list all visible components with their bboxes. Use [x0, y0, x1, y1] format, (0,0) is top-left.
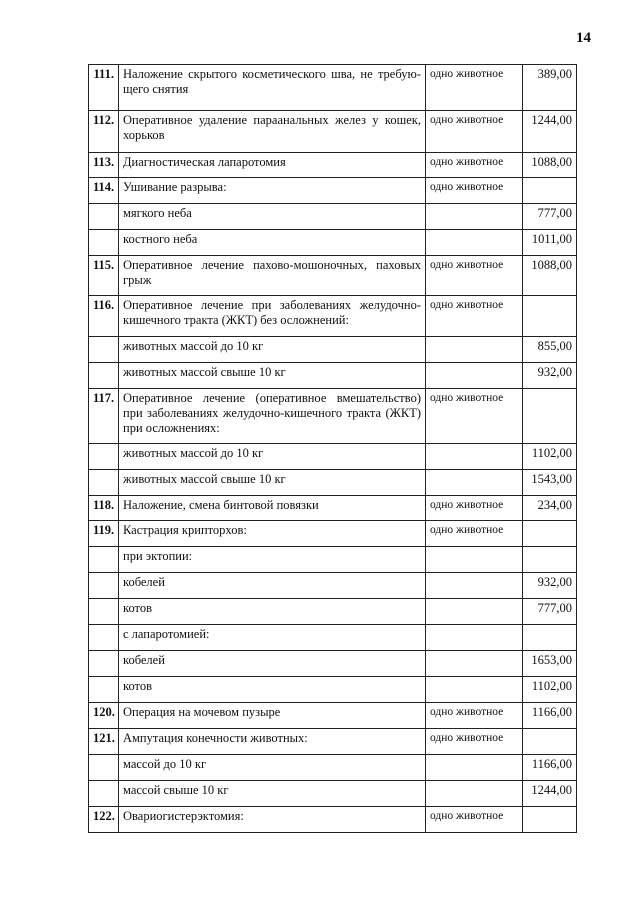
- service-name: котов: [119, 677, 426, 703]
- service-price: 1543,00: [523, 470, 577, 496]
- page-number: 14: [576, 30, 591, 46]
- item-number: 118.: [89, 496, 119, 521]
- table-row: [89, 296, 577, 337]
- service-price: 1244,00: [523, 781, 577, 807]
- unit-of-measure: [426, 337, 523, 363]
- service-name: животных массой до 10 кг: [119, 444, 426, 470]
- service-name: Оперативное лечение (оперативное вмешательство) при заболеваниях желудочно-кишечного тракта (ЖКТ) при осложнениях:: [119, 389, 426, 444]
- item-number: [89, 470, 119, 496]
- service-price: 1088,00: [523, 256, 577, 296]
- item-number: [89, 444, 119, 470]
- unit-of-measure: одно животное: [426, 296, 523, 337]
- service-name: котов: [119, 599, 426, 625]
- service-name: Ампутация конечности животных:: [119, 729, 426, 755]
- table-row: [89, 65, 577, 111]
- table-row: [89, 755, 577, 781]
- item-number: [89, 547, 119, 573]
- unit-of-measure: одно животное: [426, 703, 523, 729]
- table-row: [89, 651, 577, 677]
- table-row: [89, 521, 577, 547]
- service-price: 777,00: [523, 204, 577, 230]
- service-name: животных массой до 10 кг: [119, 337, 426, 363]
- item-number: 111.: [89, 65, 119, 111]
- unit-of-measure: одно животное: [426, 153, 523, 178]
- service-price: [523, 547, 577, 573]
- unit-of-measure: [426, 230, 523, 256]
- unit-of-measure: [426, 470, 523, 496]
- service-name: Овариогистерэктомия:: [119, 807, 426, 833]
- table-row: [89, 363, 577, 389]
- table-row: [89, 230, 577, 256]
- unit-of-measure: [426, 444, 523, 470]
- table-row: [89, 599, 577, 625]
- service-price: 1102,00: [523, 444, 577, 470]
- unit-of-measure: [426, 677, 523, 703]
- item-number: 120.: [89, 703, 119, 729]
- table-row: [89, 256, 577, 296]
- unit-of-measure: одно животное: [426, 496, 523, 521]
- service-price: 1166,00: [523, 703, 577, 729]
- unit-of-measure: одно животное: [426, 256, 523, 296]
- service-name: животных массой свыше 10 кг: [119, 470, 426, 496]
- table-row: [89, 444, 577, 470]
- service-name: Наложение, смена бинтовой повязки: [119, 496, 426, 521]
- service-price: 1653,00: [523, 651, 577, 677]
- service-name: Кастрация крипторхов:: [119, 521, 426, 547]
- item-number: [89, 677, 119, 703]
- service-name: кобелей: [119, 651, 426, 677]
- service-price: [523, 178, 577, 204]
- item-number: [89, 781, 119, 807]
- service-name: Оперативное лечение пахово-мошоночных, паховых грыж: [119, 256, 426, 296]
- service-name: мягкого неба: [119, 204, 426, 230]
- unit-of-measure: [426, 573, 523, 599]
- unit-of-measure: [426, 204, 523, 230]
- table-row: [89, 178, 577, 204]
- unit-of-measure: одно животное: [426, 521, 523, 547]
- item-number: 114.: [89, 178, 119, 204]
- service-price: 1244,00: [523, 111, 577, 153]
- unit-of-measure: одно животное: [426, 729, 523, 755]
- service-price: 1088,00: [523, 153, 577, 178]
- service-price: [523, 296, 577, 337]
- table-row: [89, 337, 577, 363]
- service-price: 777,00: [523, 599, 577, 625]
- table-row: [89, 625, 577, 651]
- service-price: 389,00: [523, 65, 577, 111]
- table-row: [89, 781, 577, 807]
- table-row: [89, 153, 577, 178]
- service-price: 234,00: [523, 496, 577, 521]
- unit-of-measure: одно животное: [426, 65, 523, 111]
- service-price: [523, 729, 577, 755]
- service-name: Операция на мочевом пузыре: [119, 703, 426, 729]
- table-row: [89, 496, 577, 521]
- service-name: массой свыше 10 кг: [119, 781, 426, 807]
- service-price: 855,00: [523, 337, 577, 363]
- unit-of-measure: [426, 599, 523, 625]
- service-name: Наложение скрытого косметического шва, не требую-щего снятия: [119, 65, 426, 111]
- item-number: 116.: [89, 296, 119, 337]
- item-number: 117.: [89, 389, 119, 444]
- table-row: [89, 204, 577, 230]
- table-row: [89, 547, 577, 573]
- service-price: [523, 807, 577, 833]
- unit-of-measure: одно животное: [426, 389, 523, 444]
- unit-of-measure: [426, 363, 523, 389]
- price-list-table: [88, 64, 577, 833]
- item-number: [89, 599, 119, 625]
- item-number: 119.: [89, 521, 119, 547]
- service-price: 1102,00: [523, 677, 577, 703]
- service-name: Диагностическая лапаротомия: [119, 153, 426, 178]
- table-row: [89, 111, 577, 153]
- table-row: [89, 389, 577, 444]
- table-row: [89, 729, 577, 755]
- item-number: [89, 755, 119, 781]
- unit-of-measure: [426, 625, 523, 651]
- service-price: [523, 521, 577, 547]
- item-number: 113.: [89, 153, 119, 178]
- unit-of-measure: [426, 755, 523, 781]
- service-name: Оперативное лечение при заболеваниях желудочно-кишечного тракта (ЖКТ) без осложнений:: [119, 296, 426, 337]
- unit-of-measure: одно животное: [426, 111, 523, 153]
- item-number: [89, 204, 119, 230]
- service-price: 932,00: [523, 573, 577, 599]
- service-price: 1011,00: [523, 230, 577, 256]
- service-name: животных массой свыше 10 кг: [119, 363, 426, 389]
- service-name: массой до 10 кг: [119, 755, 426, 781]
- service-name: с лапаротомией:: [119, 625, 426, 651]
- table-row: [89, 677, 577, 703]
- item-number: [89, 625, 119, 651]
- unit-of-measure: одно животное: [426, 807, 523, 833]
- service-price: [523, 625, 577, 651]
- table-row: [89, 703, 577, 729]
- item-number: 121.: [89, 729, 119, 755]
- item-number: [89, 363, 119, 389]
- service-name: костного неба: [119, 230, 426, 256]
- item-number: [89, 573, 119, 599]
- service-price: 932,00: [523, 363, 577, 389]
- unit-of-measure: [426, 651, 523, 677]
- item-number: [89, 651, 119, 677]
- item-number: 112.: [89, 111, 119, 153]
- table-row: [89, 470, 577, 496]
- unit-of-measure: [426, 781, 523, 807]
- item-number: 122.: [89, 807, 119, 833]
- item-number: [89, 337, 119, 363]
- service-price: 1166,00: [523, 755, 577, 781]
- item-number: [89, 230, 119, 256]
- item-number: 115.: [89, 256, 119, 296]
- unit-of-measure: [426, 547, 523, 573]
- service-price: [523, 389, 577, 444]
- service-name: Ушивание разрыва:: [119, 178, 426, 204]
- service-name: кобелей: [119, 573, 426, 599]
- service-name: Оперативное удаление параанальных желез у кошек, хорьков: [119, 111, 426, 153]
- unit-of-measure: одно животное: [426, 178, 523, 204]
- service-name: при эктопии:: [119, 547, 426, 573]
- table-row: [89, 807, 577, 833]
- table-row: [89, 573, 577, 599]
